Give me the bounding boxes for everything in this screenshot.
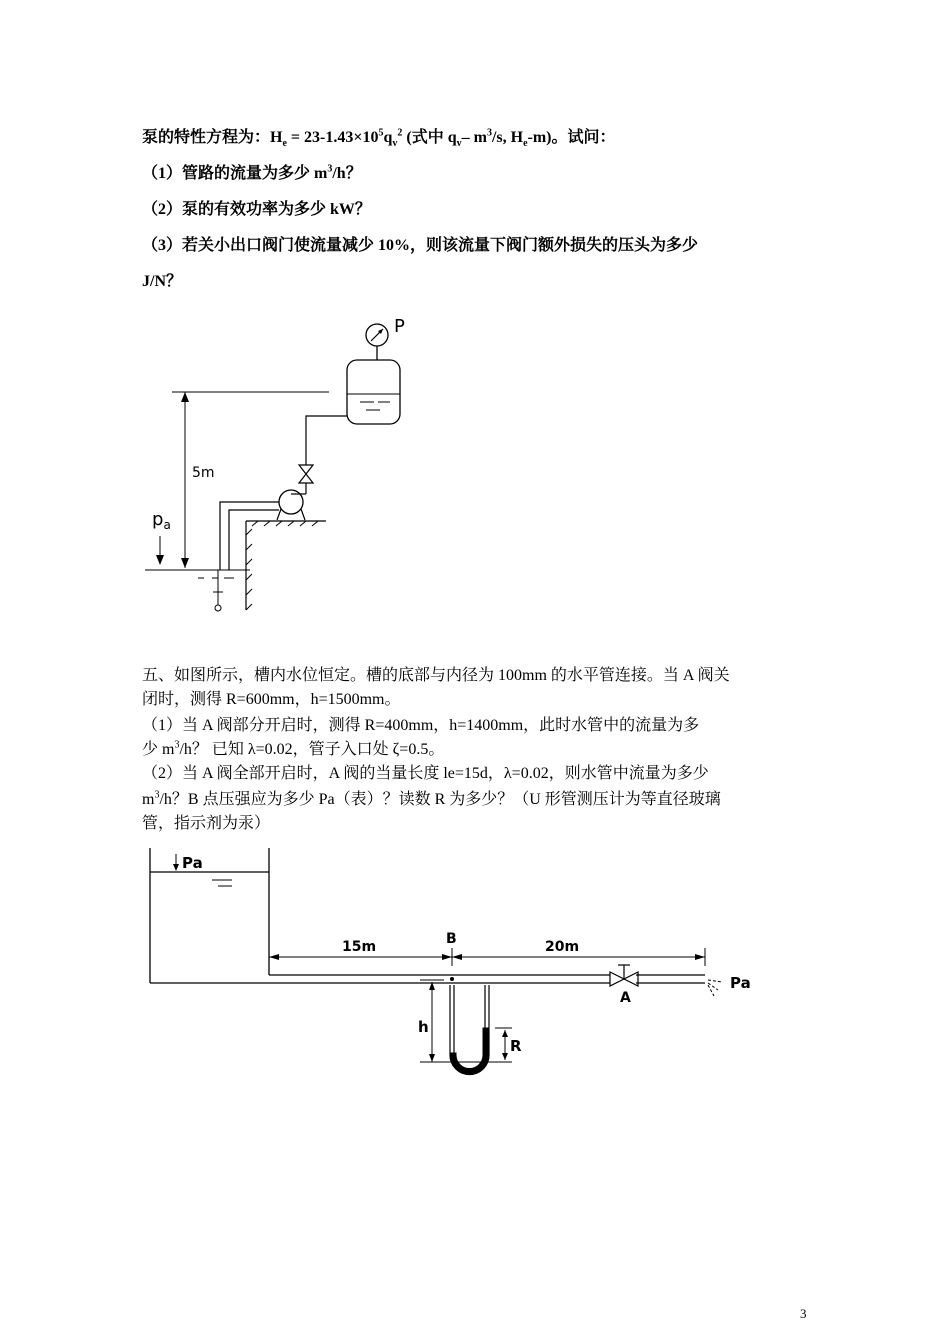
page-number: 3 bbox=[800, 1306, 807, 1321]
pump-equation-line: 泵的特性方程为：$H_e = 23-1.43\times 10^5q_v^2$ (式中 $q_v-$ $m^3/s$, $H_e-m$)。试问： bbox=[142, 127, 616, 150]
label-a: A bbox=[620, 990, 631, 1006]
problem-5-line-2: 闭时，测得 R=600mm，h=1500mm。 bbox=[142, 691, 401, 708]
problem-5-line-4: 少 $m^3/h$？ 已知 λ=0.02，管子入口处 ζ=0.5。 bbox=[142, 739, 445, 758]
question-3-line-1: （3）若关小出口阀门使流量减少 10%，则该流量下阀门额外损失的压头为多少 bbox=[142, 237, 699, 254]
question-2: （2）泵的有效功率为多少 kW？ bbox=[142, 201, 371, 218]
mercury-fill bbox=[452, 1030, 487, 1073]
valve-icon bbox=[299, 465, 313, 474]
label-b: B bbox=[446, 931, 457, 947]
label-pa: $p_a$ bbox=[152, 509, 171, 532]
valve-a-icon bbox=[610, 972, 624, 986]
label-20m: 20m bbox=[545, 939, 580, 955]
pressure-tank bbox=[347, 360, 400, 424]
question-1: （1）管路的流量为多少 $m^3/h$？ bbox=[142, 163, 362, 182]
problem-5-line-5: （2）当 A 阀全部开启时，A 阀的当量长度 le=15d，λ=0.02，则水管中流量为多少 bbox=[142, 765, 709, 782]
problem-5-line-7: 管，指示剂为汞） bbox=[142, 815, 271, 832]
label-pa-outlet: Pa bbox=[730, 974, 751, 992]
label-height: 5m bbox=[192, 465, 215, 481]
label-r: R bbox=[510, 1037, 522, 1055]
tank-pipe-figure bbox=[140, 840, 760, 1090]
problem-5-line-1: 五、如图所示，槽内水位恒定。槽的底部与内径为 100mm 的水平管连接。当 A 阀关 bbox=[142, 667, 730, 684]
problem-5-line-6: $m^3/h$？B 点压强应为多少 Pa（表）？读数 R 为多少？（U 形管测压计为等直径玻璃 bbox=[142, 789, 721, 808]
label-pa-tank: Pa bbox=[182, 854, 203, 872]
question-3-line-2: J/N？ bbox=[142, 273, 183, 290]
problem-5-line-3: （1）当 A 阀部分开启时，测得 R=400mm，h=1400mm，此时水管中的流量为多 bbox=[142, 717, 700, 734]
label-p: P bbox=[394, 316, 405, 337]
label-15m: 15m bbox=[342, 939, 377, 955]
pump-system-figure bbox=[140, 310, 420, 620]
label-h: h bbox=[418, 1018, 429, 1036]
